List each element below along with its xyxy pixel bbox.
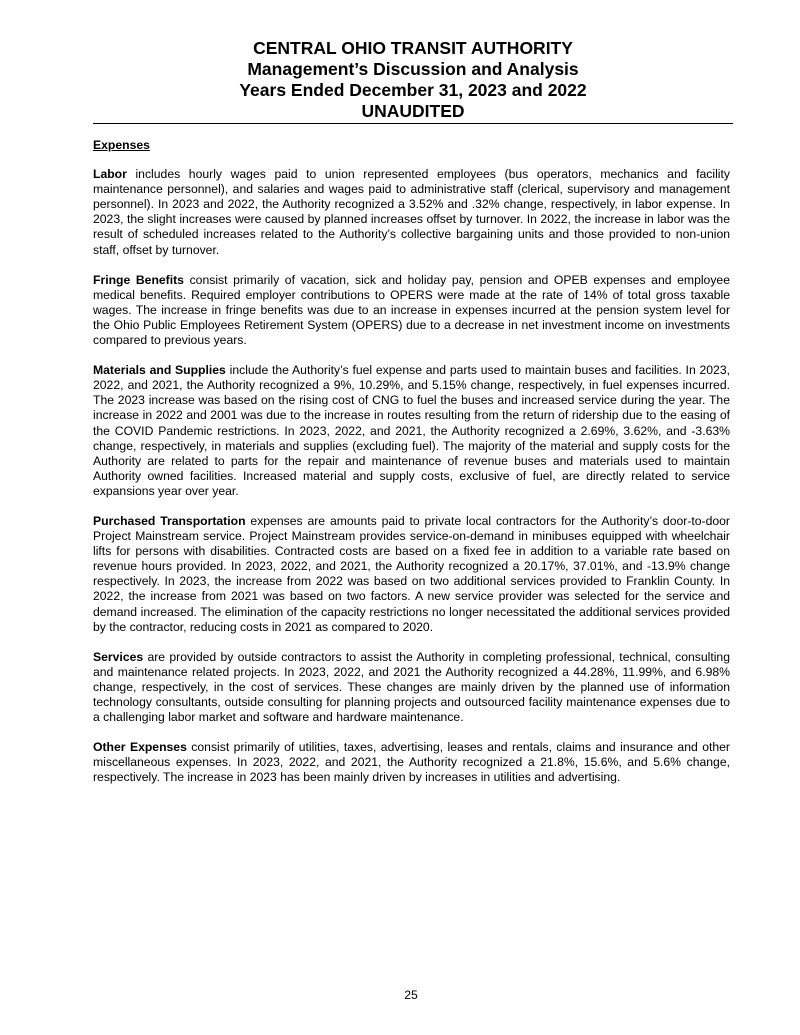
paragraph-fringe-benefits (93, 273, 730, 348)
paragraph-lead: Materials and Supplies (93, 363, 226, 378)
paragraph-lead: Other Expenses (93, 740, 187, 755)
paragraph-services (93, 650, 730, 725)
paragraph-text: includes hourly wages paid to union represented employees (bus operators, mechanics and facility maintenance personnel), and salaries and wages paid to administrative staff (clerical, supervisory and management personnel). In 2023 and 2022, the Authority recognized a 3.52% and .32% change, respectively, in labor expense. In 2023, the slight increases were caused by planned increases offset by turnover. In 2022, the increase in labor was the result of scheduled increases related to the Authority’s collective bargaining units and those provided to non-union staff, offset by turnover. (93, 167, 730, 257)
section-title: Expenses (93, 138, 150, 152)
document-body (93, 138, 730, 800)
paragraph-lead: Fringe Benefits (93, 272, 184, 287)
page-header (93, 38, 733, 122)
paragraph-text: consist primarily of utilities, taxes, advertising, leases and rentals, claims and insurance and other miscellaneous expenses. In 2023, 2022, and 2021, the Authority recognized a 21.8%, 15.6%, and 5.6% change, respectively. The increase in 2023 has been mainly driven by increases in utilities and advertising. (93, 740, 730, 785)
header-period: Years Ended December 31, 2023 and 2022 (239, 80, 587, 100)
header-divider (93, 123, 733, 124)
paragraph-lead: Purchased Transportation (93, 513, 246, 528)
paragraph-text: include the Authority’s fuel expense and parts used to maintain buses and facilities. In 2023, 2022, and 2021, the Authority recognized a 9%, 10.29%, and 5.15% change, respectively, in fuel expenses incurred. The 2023 increase was based on the rising cost of CNG to fuel the buses and increased service during the year. The increase in 2022 and 2001 was due to the increase in routes resulting from the return of ridership due to the easing of the COVID Pandemic restrictions. In 2023, 2022, and 2021, the Authority recognized a 2.69%, 3.62%, and -3.63% change, respectively, in materials and supplies (excluding fuel). The majority of the material and supply costs for the Authority are related to parts for the repair and maintenance of revenue buses and materials used to maintain Authority owned facilities. Increased material and supply costs, exclusive of fuel, are directly related to service expansions year over year. (93, 363, 730, 498)
paragraph-text: consist primarily of vacation, sick and holiday pay, pension and OPEB expenses and employee medical benefits. Required employer contributions to OPERS were made at the rate of 14% of total gross taxable wages. The increase in fringe benefits was due to an increase in expenses incurred at the pension system level for the Ohio Public Employees Retirement System (OPERS) due to a decrease in net investment income on investments compared to previous years. (93, 272, 730, 348)
header-report-title: Management’s Discussion and Analysis (247, 59, 579, 79)
paragraph-materials-supplies (93, 363, 730, 499)
header-organization: CENTRAL OHIO TRANSIT AUTHORITY (253, 38, 573, 58)
paragraph-lead: Labor (93, 167, 127, 182)
header-audit-status: UNAUDITED (361, 101, 465, 121)
paragraph-text: are provided by outside contractors to assist the Authority in completing professional, technical, consulting and maintenance related projects. In 2023, 2022, and 2021 the Authority recognized a 44.28%, 11.99%, and 6.98% change, respectively, in the cost of services. These changes are mainly driven by the planned use of information technology consultants, outside consulting for planning projects and outsourced facility maintenance expenses due to a challenging labor market and software and hardware maintenance. (93, 649, 730, 725)
paragraph-labor (93, 167, 730, 258)
paragraph-other-expenses (93, 740, 730, 785)
paragraph-text: expenses are amounts paid to private local contractors for the Authority’s door-to-door Project Mainstream service. Project Mainstream provides service-on-demand in minibuses equipped with wheelchair lifts for persons with disabilities. Contracted costs are based on a fixed fee in addition to a variable rate based on revenue hours provided. In 2023, 2022, and 2021, the Authority recognized a 20.17%, 37.01%, and -13.9% change respectively. In 2023, the increase from 2022 was based on two additional services provided to Franklin County. In 2022, the increase from 2021 was based on two factors. A new service provider was selected for the service and demand increased. The elimination of the capacity restrictions no longer necessitated the additional services provided by the contractor, reducing costs in 2021 as compared to 2020. (93, 513, 730, 634)
paragraph-purchased-transportation (93, 514, 730, 635)
paragraph-lead: Services (93, 649, 144, 664)
page-number: 25 (404, 988, 418, 1002)
